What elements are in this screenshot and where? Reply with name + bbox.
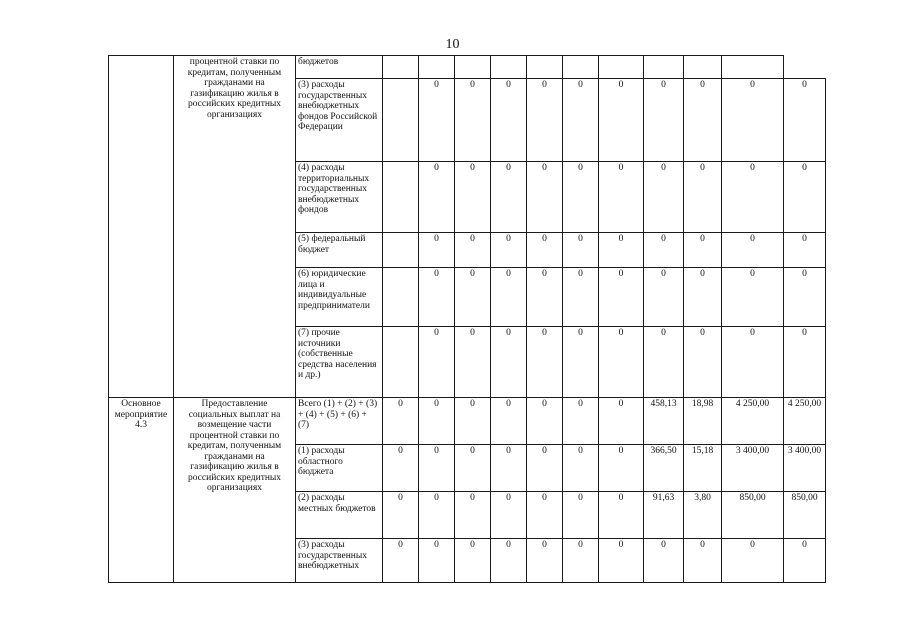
value-cell: 0 [383,539,419,583]
value-cell: 0 [491,79,527,162]
page-number: 10 [445,37,460,52]
value-cell: 0 [722,268,784,327]
value-cell: 0 [599,327,644,398]
value-cell: 0 [784,268,826,327]
value-cell: 0 [527,79,563,162]
value-cell: 0 [644,327,684,398]
value-cell: 0 [455,445,491,492]
value-cell: 0 [563,492,599,539]
value-cell: 0 [563,268,599,327]
value-cell: 0 [599,492,644,539]
value-cell [527,56,563,79]
value-cell: 0 [784,79,826,162]
value-cell [491,56,527,79]
value-cell: 3,80 [684,492,722,539]
value-cell: 0 [599,233,644,268]
value-cell: 0 [563,327,599,398]
value-cell: 0 [455,539,491,583]
value-cell: 0 [722,79,784,162]
value-cell: 0 [563,445,599,492]
value-cell: 0 [684,327,722,398]
value-cell: 0 [419,445,455,492]
value-cell: 3 400,00 [722,445,784,492]
value-cell [563,56,599,79]
value-cell: 0 [419,162,455,233]
value-cell: 0 [491,492,527,539]
value-cell: 0 [599,79,644,162]
value-cell: 0 [599,268,644,327]
value-cell: 0 [527,233,563,268]
value-cell [383,327,419,398]
value-cell: 0 [383,445,419,492]
value-cell: 0 [784,539,826,583]
value-cell: 0 [684,539,722,583]
value-cell [383,162,419,233]
value-cell: 0 [684,233,722,268]
value-cell: 0 [491,162,527,233]
value-cell: 3 400,00 [784,445,826,492]
source-label: (3) расходы государственных внебюджетных [296,539,383,583]
value-cell: 0 [599,445,644,492]
source-label: (1) расходы областного бюджета [296,445,383,492]
source-label: Всего (1) + (2) + (3) + (4) + (5) + (6) + (7) [296,398,383,445]
value-cell: 0 [784,162,826,233]
value-cell [383,233,419,268]
source-label: (2) расходы местных бюджетов [296,492,383,539]
value-cell: 0 [419,492,455,539]
value-cell: 366,50 [644,445,684,492]
value-cell: 0 [684,268,722,327]
value-cell: 0 [419,327,455,398]
value-cell: 0 [491,327,527,398]
value-cell: 0 [644,233,684,268]
value-cell: 0 [599,539,644,583]
value-cell: 0 [599,162,644,233]
value-cell: 0 [383,492,419,539]
value-cell: 0 [491,445,527,492]
value-cell [383,79,419,162]
activity-description: процентной ставки по кредитам, полученным гражданами на газификацию жилья в российских кредитных организациях [174,56,296,398]
value-cell [722,56,784,79]
value-cell: 0 [491,268,527,327]
value-cell: 0 [527,398,563,445]
value-cell [684,56,722,79]
value-cell: 0 [644,268,684,327]
value-cell: 0 [563,162,599,233]
value-cell: 0 [419,398,455,445]
source-label: (5) федеральный бюджет [296,233,383,268]
source-label: (7) прочие источники (собственные средства населения и др.) [296,327,383,398]
value-cell: 0 [491,539,527,583]
value-cell: 0 [563,233,599,268]
value-cell [383,268,419,327]
activity-description: Предоставление социальных выплат на возмещение части процентной ставки по кредитам, полученным гражданами на газификацию жилья в российских кредитных организациях [174,398,296,583]
value-cell: 0 [455,492,491,539]
value-cell: 0 [644,539,684,583]
value-cell: 0 [419,79,455,162]
value-cell: 0 [563,398,599,445]
value-cell: 0 [563,539,599,583]
value-cell: 0 [563,79,599,162]
value-cell: 15,18 [684,445,722,492]
budget-table [108,55,826,583]
source-label: бюджетов [296,56,383,79]
value-cell: 0 [527,539,563,583]
source-label: (3) расходы государственных внебюджетных фондов Российской Федерации [296,79,383,162]
value-cell: 0 [784,233,826,268]
value-cell: 458,13 [644,398,684,445]
value-cell: 0 [684,162,722,233]
value-cell: 0 [527,327,563,398]
value-cell: 0 [527,268,563,327]
source-label: (6) юридические лица и индивидуальные предприниматели [296,268,383,327]
value-cell: 0 [455,398,491,445]
value-cell: 0 [722,539,784,583]
value-cell [455,56,491,79]
value-cell [419,56,455,79]
value-cell: 0 [455,327,491,398]
value-cell: 0 [722,327,784,398]
value-cell: 0 [527,162,563,233]
value-cell [599,56,644,79]
value-cell: 850,00 [722,492,784,539]
activity-cell [109,56,174,398]
value-cell: 0 [491,398,527,445]
activity-cell: Основное мероприятие 4.3 [109,398,174,583]
value-cell: 4 250,00 [784,398,826,445]
value-cell: 0 [527,492,563,539]
value-cell: 0 [684,79,722,162]
value-cell: 0 [644,79,684,162]
value-cell: 0 [383,398,419,445]
value-cell: 0 [722,233,784,268]
value-cell: 0 [644,162,684,233]
value-cell: 0 [455,79,491,162]
value-cell [644,56,684,79]
value-cell: 0 [419,233,455,268]
value-cell: 18,98 [684,398,722,445]
value-cell: 0 [784,327,826,398]
source-label: (4) расходы территориальных государственных внебюджетных фондов [296,162,383,233]
value-cell: 0 [455,233,491,268]
value-cell: 0 [599,398,644,445]
value-cell: 0 [455,268,491,327]
value-cell: 0 [527,445,563,492]
value-cell: 0 [722,162,784,233]
value-cell: 4 250,00 [722,398,784,445]
value-cell: 850,00 [784,492,826,539]
value-cell: 0 [419,539,455,583]
value-cell: 0 [491,233,527,268]
value-cell: 0 [455,162,491,233]
value-cell [383,56,419,79]
value-cell: 0 [419,268,455,327]
value-cell: 91,63 [644,492,684,539]
table-row [109,398,826,445]
